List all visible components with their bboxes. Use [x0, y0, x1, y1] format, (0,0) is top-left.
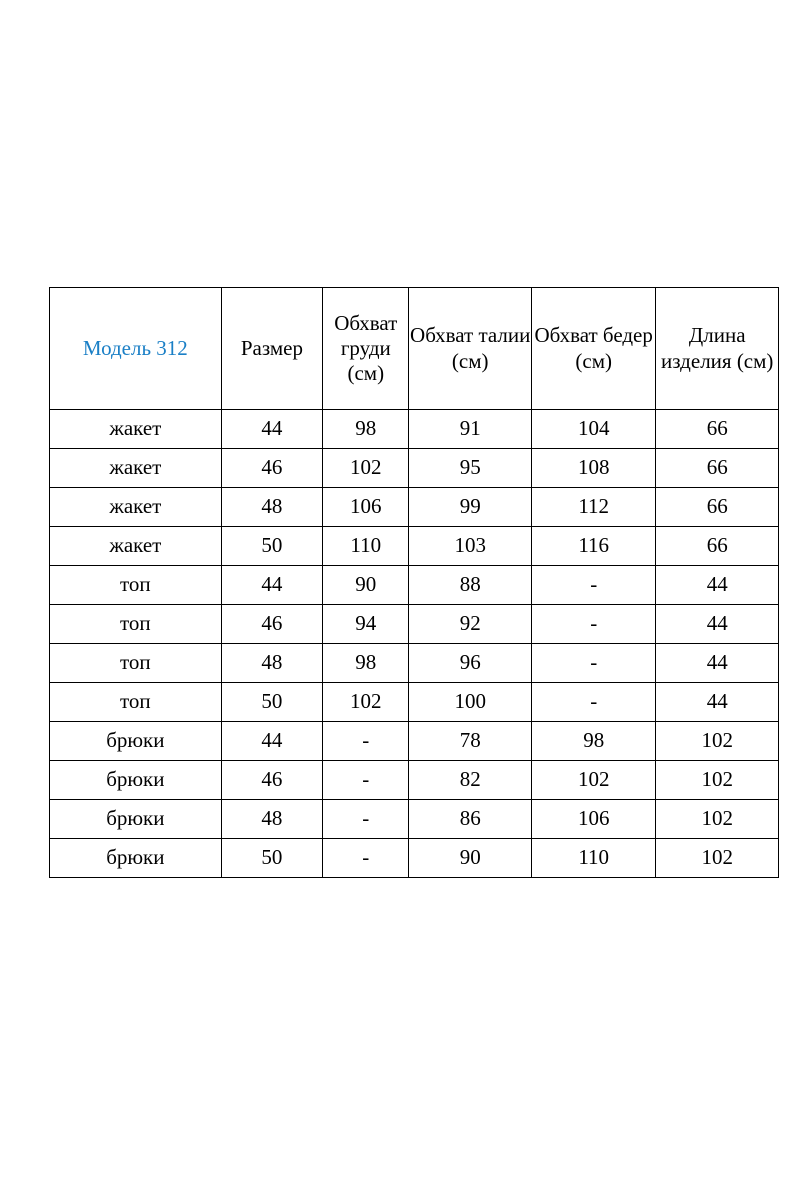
table-row	[50, 722, 779, 761]
size-chart-body	[50, 288, 779, 878]
header-length: Длина изделия (см)	[656, 288, 779, 410]
cell-waist: 78	[409, 722, 532, 761]
cell-size: 50	[221, 527, 322, 566]
table-row	[50, 839, 779, 878]
cell-chest: -	[323, 722, 409, 761]
table-row	[50, 605, 779, 644]
cell-size: 44	[221, 410, 322, 449]
cell-chest: -	[323, 761, 409, 800]
cell-item: брюки	[50, 800, 222, 839]
table-row	[50, 644, 779, 683]
cell-waist: 88	[409, 566, 532, 605]
cell-waist: 96	[409, 644, 532, 683]
table-row	[50, 449, 779, 488]
cell-waist: 100	[409, 683, 532, 722]
cell-length: 66	[656, 410, 779, 449]
header-chest: Обхват груди (см)	[323, 288, 409, 410]
cell-chest: 106	[323, 488, 409, 527]
cell-length: 102	[656, 761, 779, 800]
cell-waist: 95	[409, 449, 532, 488]
cell-waist: 91	[409, 410, 532, 449]
cell-length: 44	[656, 566, 779, 605]
cell-item: брюки	[50, 722, 222, 761]
cell-hips: 102	[531, 761, 656, 800]
cell-size: 48	[221, 644, 322, 683]
cell-waist: 86	[409, 800, 532, 839]
model-title: Модель 312	[50, 288, 222, 410]
header-hips: Обхват бедер (см)	[531, 288, 656, 410]
cell-length: 66	[656, 488, 779, 527]
cell-waist: 82	[409, 761, 532, 800]
cell-hips: 98	[531, 722, 656, 761]
cell-chest: 110	[323, 527, 409, 566]
cell-item: жакет	[50, 410, 222, 449]
cell-item: брюки	[50, 839, 222, 878]
cell-chest: 98	[323, 410, 409, 449]
cell-hips: 110	[531, 839, 656, 878]
header-size: Размер	[221, 288, 322, 410]
cell-length: 102	[656, 800, 779, 839]
cell-hips: 108	[531, 449, 656, 488]
cell-size: 46	[221, 449, 322, 488]
cell-item: жакет	[50, 449, 222, 488]
cell-length: 44	[656, 644, 779, 683]
cell-length: 44	[656, 605, 779, 644]
cell-chest: 102	[323, 683, 409, 722]
header-row	[50, 288, 779, 410]
cell-chest: -	[323, 800, 409, 839]
cell-length: 102	[656, 722, 779, 761]
cell-item: топ	[50, 566, 222, 605]
table-row	[50, 761, 779, 800]
cell-size: 50	[221, 839, 322, 878]
cell-size: 48	[221, 488, 322, 527]
cell-hips: -	[531, 566, 656, 605]
cell-chest: 98	[323, 644, 409, 683]
cell-hips: 104	[531, 410, 656, 449]
cell-waist: 92	[409, 605, 532, 644]
cell-chest: 90	[323, 566, 409, 605]
cell-chest: -	[323, 839, 409, 878]
cell-length: 66	[656, 527, 779, 566]
table-row	[50, 566, 779, 605]
cell-chest: 102	[323, 449, 409, 488]
cell-hips: -	[531, 644, 656, 683]
table-row	[50, 527, 779, 566]
cell-item: жакет	[50, 527, 222, 566]
cell-hips: 112	[531, 488, 656, 527]
table-row	[50, 488, 779, 527]
cell-size: 46	[221, 605, 322, 644]
cell-chest: 94	[323, 605, 409, 644]
cell-length: 102	[656, 839, 779, 878]
cell-length: 66	[656, 449, 779, 488]
cell-size: 48	[221, 800, 322, 839]
cell-hips: 116	[531, 527, 656, 566]
header-waist: Обхват талии (см)	[409, 288, 532, 410]
cell-hips: -	[531, 605, 656, 644]
cell-size: 50	[221, 683, 322, 722]
table-row	[50, 683, 779, 722]
table-row	[50, 410, 779, 449]
cell-size: 44	[221, 722, 322, 761]
cell-waist: 99	[409, 488, 532, 527]
table-row	[50, 800, 779, 839]
cell-size: 44	[221, 566, 322, 605]
cell-waist: 90	[409, 839, 532, 878]
cell-hips: 106	[531, 800, 656, 839]
cell-item: топ	[50, 605, 222, 644]
cell-item: брюки	[50, 761, 222, 800]
cell-item: топ	[50, 683, 222, 722]
cell-length: 44	[656, 683, 779, 722]
cell-waist: 103	[409, 527, 532, 566]
cell-item: жакет	[50, 488, 222, 527]
size-chart-table	[49, 287, 779, 878]
cell-hips: -	[531, 683, 656, 722]
cell-item: топ	[50, 644, 222, 683]
cell-size: 46	[221, 761, 322, 800]
